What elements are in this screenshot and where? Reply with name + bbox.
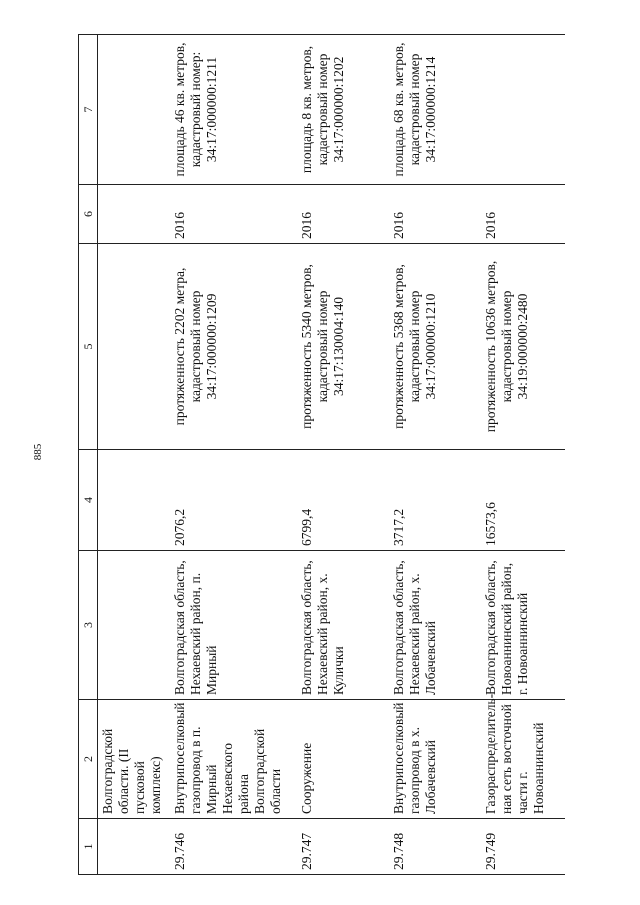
cell-year: 2016	[389, 185, 481, 244]
cell-name: Газораспределитель-ная сеть восточной части г. Новоаннинский	[481, 700, 565, 819]
header-col-1: 1	[79, 819, 98, 875]
cell-year: 2016	[170, 185, 297, 244]
cell-spec: протяженность 5340 метров, кадастровый номер 34:17:130004:140	[297, 244, 389, 450]
cell-extra: площадь 46 кв. метров, кадастровый номер: 34:17:000000:1211	[170, 35, 297, 185]
cell-name: Внутрипоселковый газопровод в х. Лобачевский	[389, 700, 481, 819]
cell-num: 29.746	[170, 819, 297, 875]
table-row	[389, 35, 481, 875]
header-col-7: 7	[79, 35, 98, 185]
table-row	[297, 35, 389, 875]
header-col-6: 6	[79, 185, 98, 244]
cell-num: 29.749	[481, 819, 565, 875]
register-table	[78, 34, 565, 875]
header-col-3: 3	[79, 551, 98, 700]
header-col-2: 2	[79, 700, 98, 819]
cell-value: 2076,2	[170, 450, 297, 551]
cell-address: Волгоградская область, Нехаевский район, х. Лобачевский	[389, 551, 481, 700]
cell-num: 29.747	[297, 819, 389, 875]
cell-value: 3717,2	[389, 450, 481, 551]
rotated-table-container	[78, 35, 613, 875]
cell-address: Волгоградская область, Нехаевский район, п. Мирный	[170, 551, 297, 700]
cell-num	[98, 819, 171, 875]
header-row	[79, 35, 98, 875]
cell-name: Волгоградской области. (II пусковой комплекс)	[98, 700, 171, 819]
cell-value: 16573,6	[481, 450, 565, 551]
header-col-4: 4	[79, 450, 98, 551]
cell-value: 6799,4	[297, 450, 389, 551]
cell-spec: протяженность 2202 метра, кадастровый номер 34:17:000000:1209	[170, 244, 297, 450]
cell-num: 29.748	[389, 819, 481, 875]
cell-name: Внутрипоселковый газопровод в п. Мирный Нехаевского района Волгоградской области	[170, 700, 297, 819]
cell-year: 2016	[481, 185, 565, 244]
cell-spec: протяженность 5368 метров, кадастровый номер 34:17:000000:1210	[389, 244, 481, 450]
cell-spec: протяженность 10636 метров, кадастровый номер 34:19:000000:2480	[481, 244, 565, 450]
cell-address: Волгоградская область, Новоаннинский район, г. Новоаннинский	[481, 551, 565, 700]
cell-year: 2016	[297, 185, 389, 244]
cell-extra	[481, 35, 565, 185]
cell-extra: площадь 68 кв. метров, кадастровый номер 34:17:000000:1214	[389, 35, 481, 185]
table-row	[481, 35, 565, 875]
continuation-row	[98, 35, 171, 875]
cell-name: Сооружение	[297, 700, 389, 819]
page-number: 885	[32, 443, 44, 461]
cell-extra: площадь 8 кв. метров, кадастровый номер 34:17:000000:1202	[297, 35, 389, 185]
table-row	[170, 35, 297, 875]
header-col-5: 5	[79, 244, 98, 450]
cell-address: Волгоградская область, Нехаевский район, х. Кулички	[297, 551, 389, 700]
